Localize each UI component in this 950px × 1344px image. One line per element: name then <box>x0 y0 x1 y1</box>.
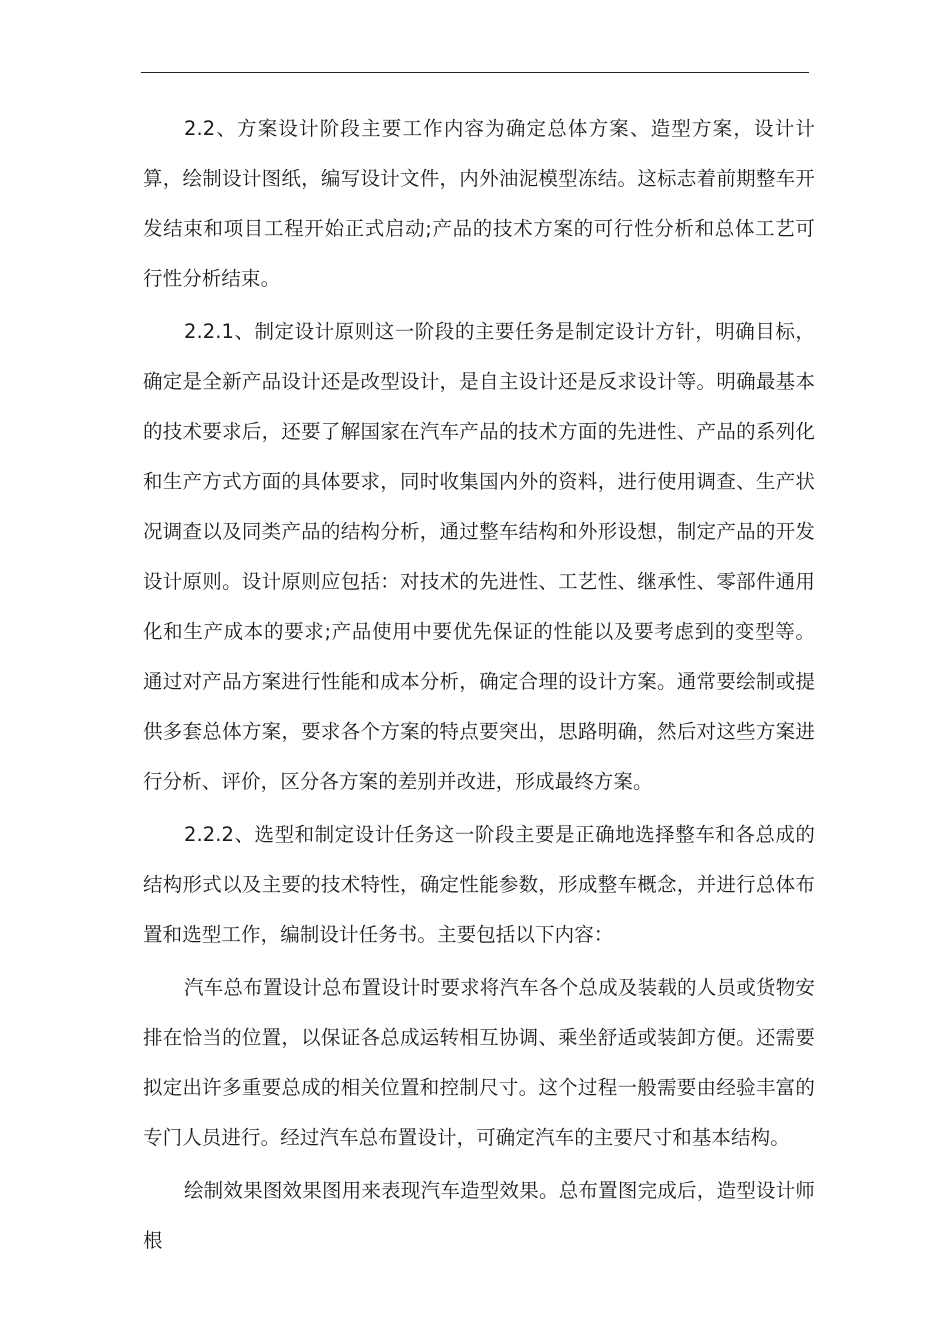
document-body <box>143 104 815 1266</box>
paragraph-2-2-2: 2.2.2、选型和制定设计任务这一阶段主要是正确地选择整车和各总成的结构形式以及主要的技术特性，确定性能参数，形成整车概念，并进行总体布置和选型工作，编制设计任务书。主要包括以下内容： <box>143 823 815 946</box>
paragraph-rendering: 绘制效果图效果图用来表现汽车造型效果。总布置图完成后，造型设计师根 <box>143 1179 815 1252</box>
paragraph-2-2: 2.2、方案设计阶段主要工作内容为确定总体方案、造型方案，设计计算，绘制设计图纸，编写设计文件，内外油泥模型冻结。这标志着前期整车开发结束和项目工程开始正式启动;产品的技术方案的可行性分析和总体工艺可行性分析结束。 <box>143 117 815 290</box>
header-rule <box>141 72 809 73</box>
paragraph-general-layout: 汽车总布置设计总布置设计时要求将汽车各个总成及装载的人员或货物安排在恰当的位置，以保证各总成运转相互协调、乘坐舒适或装卸方便。还需要拟定出许多重要总成的相关位置和控制尺寸。这个过程一般需要由经验丰富的专门人员进行。经过汽车总布置设计，可确定汽车的主要尺寸和基本结构。 <box>143 976 815 1149</box>
paragraph-2-2-1: 2.2.1、制定设计原则这一阶段的主要任务是制定设计方针，明确目标，确定是全新产品设计还是改型设计，是自主设计还是反求设计等。明确最基本的技术要求后，还要了解国家在汽车产品的技术方面的先进性、产品的系列化和生产方式方面的具体要求，同时收集国内外的资料，进行使用调查、生产状况调查以及同类产品的结构分析，通过整车结构和外形设想，制定产品的开发设计原则。设计原则应包括：对技术的先进性、工艺性、继承性、零部件通用化和生产成本的要求;产品使用中要优先保证的性能以及要考虑到的变型等。通过对产品方案进行性能和成本分析，确定合理的设计方案。通常要绘制或提供多套总体方案，要求各个方案的特点要突出，思路明确，然后对这些方案进行分析、评价，区分各方案的差别并改进，形成最终方案。 <box>143 320 815 793</box>
